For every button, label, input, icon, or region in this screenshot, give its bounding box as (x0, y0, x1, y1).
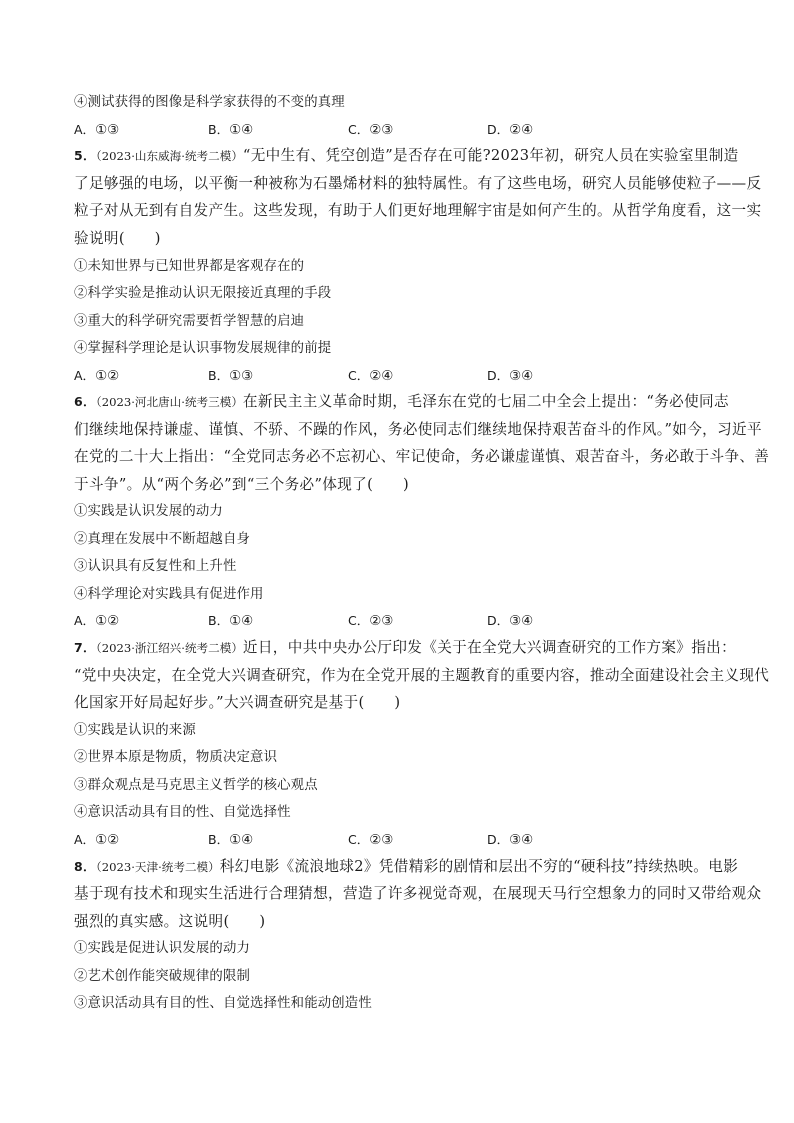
q6-stem-line-3: 在党的二十大上指出：“全党同志务必不忘初心、牢记使命，务必谦虚谨慎、艰苦奋斗，务必敢于斗争、善 (74, 448, 770, 465)
q6-option-2: ②真理在发展中不断超越自身 (74, 532, 251, 547)
q5-choice-d[interactable]: D．③④ (487, 368, 534, 384)
q7-stem-line-2: “党中央决定，在全党大兴调查研究，作为在全党开展的主题教育的重要内容，推动全面建设社会主义现代 (74, 667, 770, 684)
q7-choice-a[interactable]: A．①② (74, 832, 120, 848)
q8-option-2: ②艺术创作能突破规律的限制 (74, 969, 251, 984)
q5-source: （2023·山东威海·统考二模） (95, 149, 243, 163)
q7-choice-b[interactable]: B．①④ (208, 832, 254, 848)
q7-stem-line-3: 化国家开好局起好步。”大兴调查研究是基于( ) (74, 694, 401, 711)
q5-option-2: ②科学实验是推动认识无限接近真理的手段 (74, 286, 332, 301)
q4-choice-a[interactable]: A．①③ (74, 122, 120, 138)
q5-option-3: ③重大的科学研究需要哲学智慧的启迪 (74, 314, 305, 329)
q6-choice-a[interactable]: A．①② (74, 613, 120, 629)
q6-stem-line-2: 们继续地保持谦虚、谨慎、不骄、不躁的作风，务必使同志们继续地保持艰苦奋斗的作风。”如今，习近平 (74, 421, 762, 438)
q6-source: （2023·河北唐山·统考三模） (95, 395, 243, 409)
q6-stem-line-1: 6．（2023·河北唐山·统考三模）在新民主主义革命时期，毛泽东在党的七届二中全会上提出：“务必使同志 (74, 393, 729, 410)
q6-option-4: ④科学理论对实践具有促进作用 (74, 587, 264, 602)
q5-choices (74, 366, 634, 386)
q8-source: （2023·天津·统考二模） (95, 860, 220, 874)
q5-choice-a[interactable]: A．①② (74, 368, 120, 384)
q4-option-4: ④测试获得的图像是科学家获得的不变的真理 (74, 95, 345, 110)
q4-choice-c[interactable]: C．②③ (348, 122, 394, 138)
q6-choices (74, 611, 634, 631)
q5-stem-line-1: 5．（2023·山东威海·统考二模）“无中生有、凭空创造”是否存在可能?2023年初，研究人员在实验室里制造 (74, 147, 739, 164)
q5-stem-line-4: 验说明( ) (74, 230, 161, 247)
q8-stem-line-1: 8．（2023·天津·统考二模）科幻电影《流浪地球2》凭借精彩的剧情和层出不穷的“硬科技”持续热映。电影 (74, 858, 739, 875)
q5-option-1: ①未知世界与已知世界都是客观存在的 (74, 259, 305, 274)
q5-choice-b[interactable]: B．①③ (208, 368, 254, 384)
q8-stem-line-3: 强烈的真实感。这说明( ) (74, 913, 266, 930)
q7-choice-d[interactable]: D．③④ (487, 832, 534, 848)
q7-choices (74, 830, 634, 850)
q6-option-1: ①实践是认识发展的动力 (74, 504, 223, 519)
q8-stem-line-2: 基于现有技术和现实生活进行合理猜想，营造了许多视觉奇观，在展现天马行空想象力的同时又带给观众 (74, 885, 762, 902)
q7-option-2: ②世界本原是物质，物质决定意识 (74, 750, 278, 765)
q4-choice-d[interactable]: D．②④ (487, 122, 534, 138)
q4-choice-b[interactable]: B．①④ (208, 122, 254, 138)
q8-option-1: ①实践是促进认识发展的动力 (74, 941, 251, 956)
q4-choices (74, 120, 634, 140)
q6-stem-line-4: 于斗争”。从“两个务必”到“三个务必”体现了( ) (74, 476, 410, 493)
q6-choice-c[interactable]: C．②③ (348, 613, 394, 629)
q7-option-4: ④意识活动具有目的性、自觉选择性 (74, 805, 291, 820)
q7-option-3: ③群众观点是马克思主义哲学的核心观点 (74, 778, 318, 793)
q5-choice-c[interactable]: C．②④ (348, 368, 394, 384)
q7-stem-line-1: 7．（2023·浙江绍兴·统考二模）近日，中共中央办公厅印发《关于在全党大兴调查研究的工作方案》指出： (74, 639, 737, 656)
q5-stem-line-2: 了足够强的电场，以平衡一种被称为石墨烯材料的独特属性。有了这些电场，研究人员能够使粒子——反 (74, 175, 762, 192)
q6-choice-b[interactable]: B．①④ (208, 613, 254, 629)
q5-option-4: ④掌握科学理论是认识事物发展规律的前提 (74, 341, 332, 356)
q5-stem-line-3: 粒子对从无到有自发产生。这些发现，有助于人们更好地理解宇宙是如何产生的。从哲学角度看，这一实 (74, 202, 762, 219)
q7-option-1: ①实践是认识的来源 (74, 723, 196, 738)
q7-choice-c[interactable]: C．②③ (348, 832, 394, 848)
q7-source: （2023·浙江绍兴·统考二模） (95, 641, 243, 655)
q8-option-3: ③意识活动具有目的性、自觉选择性和能动创造性 (74, 996, 372, 1011)
q6-choice-d[interactable]: D．③④ (487, 613, 534, 629)
q6-option-3: ③认识具有反复性和上升性 (74, 559, 237, 574)
